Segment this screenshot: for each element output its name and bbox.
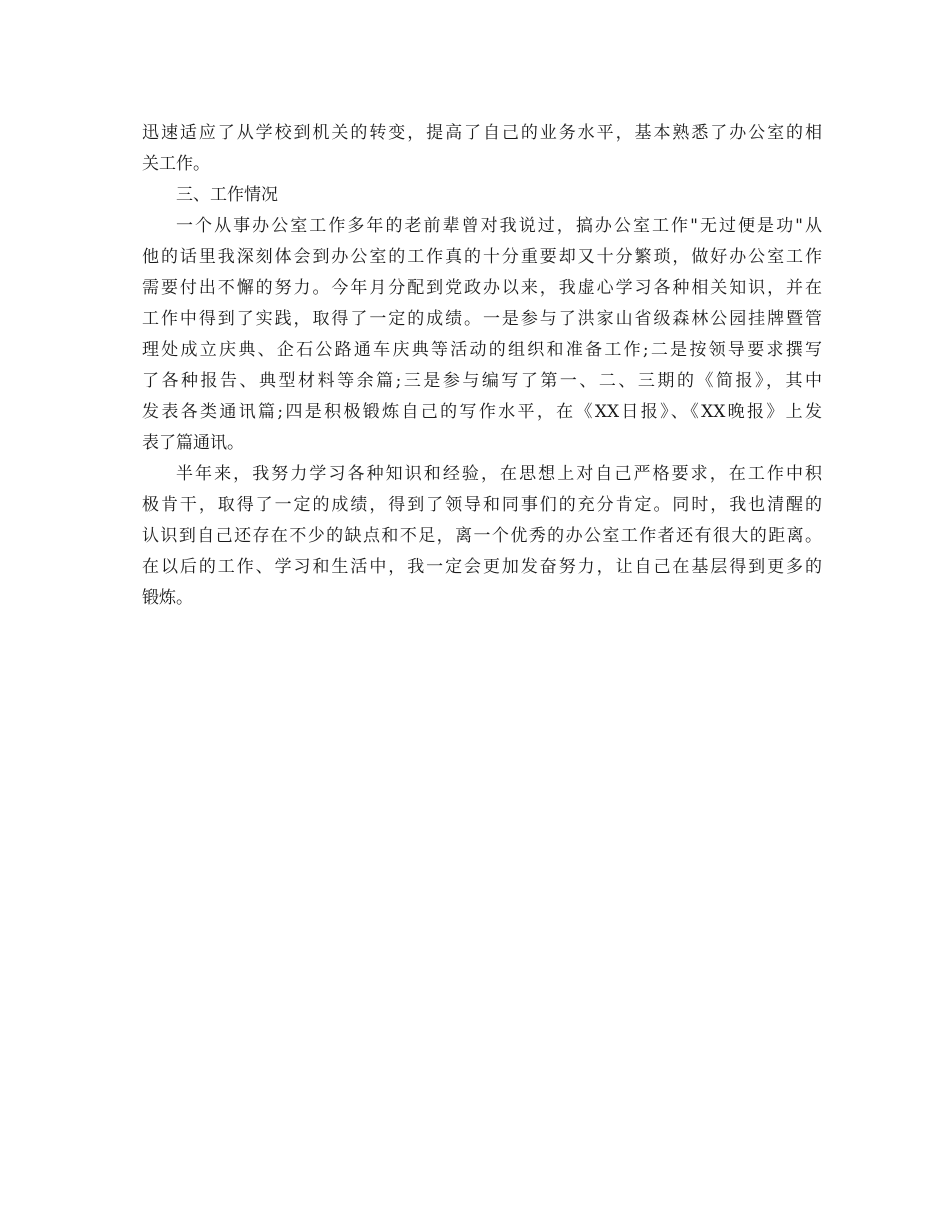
text-line: 在以后的工作、学习和生活中，我一定会更加发奋努力，让自己在基层得到更多的 — [142, 557, 822, 577]
text-line: 发表各类通讯篇;四是积极锻炼自己的写作水平，在《XX日报》、《XX晚报》上发 — [142, 402, 822, 422]
paragraph-summary — [142, 459, 822, 614]
section-heading-text: 三、工作情况 — [176, 185, 278, 205]
text-line: 极肯干，取得了一定的成绩，得到了领导和同事们的充分肯定。同时，我也清醒的 — [142, 495, 822, 515]
text-line: 需要付出不懈的努力。今年月分配到党政办以来，我虚心学习各种相关知识，并在 — [142, 278, 822, 298]
text-line: 一个从事办公室工作多年的老前辈曾对我说过，搞办公室工作"无过便是功"从 — [176, 216, 822, 236]
text-line: 了各种报告、典型材料等余篇;三是参与编写了第一、二、三期的《简报》，其中 — [142, 371, 822, 391]
text-line: 他的话里我深刻体会到办公室的工作真的十分重要却又十分繁琐，做好办公室工作 — [142, 247, 822, 267]
text-line: 关工作。 — [142, 154, 210, 174]
text-line: 表了篇通讯。 — [142, 433, 244, 453]
text-line: 迅速适应了从学校到机关的转变，提高了自己的业务水平，基本熟悉了办公室的相 — [142, 123, 822, 143]
text-line: 认识到自己还存在不少的缺点和不足，离一个优秀的办公室工作者还有很大的距离。 — [142, 526, 822, 546]
paragraph-continuation — [142, 118, 822, 180]
document-body — [142, 118, 822, 614]
text-line: 锻炼。 — [142, 588, 193, 608]
text-line: 理处成立庆典、企石公路通车庆典等活动的组织和准备工作;二是按领导要求撰写 — [142, 340, 822, 360]
text-line: 半年来，我努力学习各种知识和经验，在思想上对自己严格要求，在工作中积 — [176, 464, 822, 484]
section-heading — [142, 180, 822, 211]
paragraph-work-situation — [142, 211, 822, 459]
text-line: 工作中得到了实践，取得了一定的成绩。一是参与了洪家山省级森林公园挂牌暨管 — [142, 309, 822, 329]
